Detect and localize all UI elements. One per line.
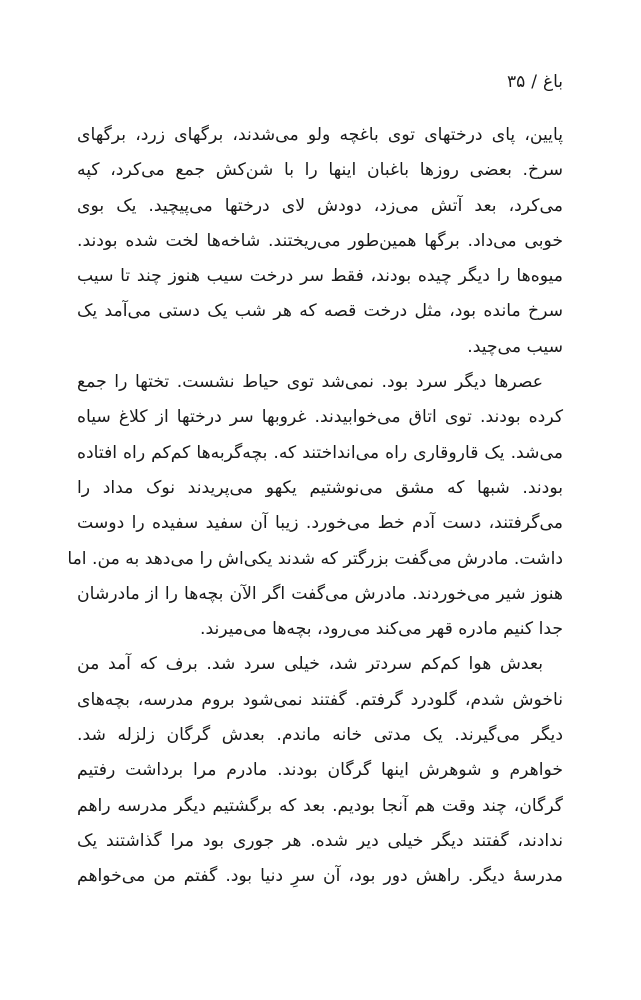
text-line: جدا کنیم مادره قهر می‌کند می‌رود، بچه‌ها می‌میرند. xyxy=(199,619,563,640)
text-line: می‌گرفتند، دست آدم خط می‌خورد. زیبا آن سفید سفیده را دوست xyxy=(77,513,563,534)
text-line: کرده بودند. توی اتاق می‌خوابیدند. غروبها سر درختها از کلاغ سیاه xyxy=(77,407,563,428)
text-line: خوبی می‌داد. برگها همین‌طور می‌ریختند. شاخه‌ها لخت شده بودند. xyxy=(77,230,563,251)
text-line: داشت. مادرش می‌گفت بزرگتر که شدند یکی‌اش را می‌دهد به من. اما xyxy=(67,548,563,569)
text-line: سیب می‌چید. xyxy=(467,336,563,357)
body-text xyxy=(67,118,563,895)
text-line: بودند. شبها که مشق می‌نوشتیم یکهو می‌پریدند نوک مداد را xyxy=(77,477,563,498)
text-line: ناخوش شدم، گلودرد گرفتم. گفتند نمی‌شود بروم مدرسه، بچه‌های xyxy=(77,689,563,710)
text-line: ندادند، گفتند دیگر خیلی دیر شده. هر جوری بود مرا گذاشتند یک xyxy=(77,830,563,851)
text-line: می‌شد. یک قاروقاری راه می‌انداختند که. بچه‌گربه‌ها کم‌کم راه افتاده xyxy=(77,442,563,463)
page-number: ۳۵ xyxy=(506,72,526,92)
paragraph xyxy=(67,365,563,647)
text-line: پایین، پای درختهای توی باغچه ولو می‌شدند، برگهای زرد، برگهای xyxy=(77,125,563,145)
text-line: میوه‌ها را دیگر چیده بودند، فقط سر درخت سیب هنوز چند تا سیب xyxy=(77,266,563,287)
chapter-title: باغ xyxy=(542,72,563,92)
text-line: هنوز شیر می‌خوردند. مادرش می‌گفت اگر الآن بچه‌ها را از مادرشان xyxy=(77,583,563,604)
text-line: سرخ. بعضی روزها باغبان اینها را با شن‌کش جمع می‌کرد، کپه xyxy=(77,160,563,181)
text-line: بعدش هوا کم‌کم سردتر شد، خیلی سرد شد. برف که آمد من xyxy=(77,654,543,675)
text-line: گرگان، چند وقت هم آنجا بودیم. بعد که برگشتیم دیگر مدرسه راهم xyxy=(77,795,563,816)
text-line: دیگر می‌گیرند. یک مدتی خانه ماندم. بعدش گرگان زلزله شد. xyxy=(77,725,563,746)
paragraph xyxy=(77,118,563,365)
text-line: سرخ مانده بود، مثل درخت قصه که هر شب یک دستی می‌آمد یک xyxy=(77,301,563,322)
paragraph xyxy=(77,647,563,894)
text-line: مدرسهٔ دیگر. راهش دور بود، آن سرِ دنیا بود. گفتم من می‌خواهم xyxy=(77,866,563,887)
text-line: عصرها دیگر سرد بود. نمی‌شد توی حیاط نشست. تختها را جمع xyxy=(77,372,543,393)
text-line: می‌کرد، بعد آتش می‌زد، دودش لای درختها می‌پیچید. یک بوی xyxy=(77,195,563,216)
text-line: خواهرم و شوهرش اینها گرگان بودند. مادرم مرا برداشت رفتیم xyxy=(77,760,563,781)
running-header xyxy=(83,70,563,94)
header-separator: / xyxy=(531,72,537,92)
